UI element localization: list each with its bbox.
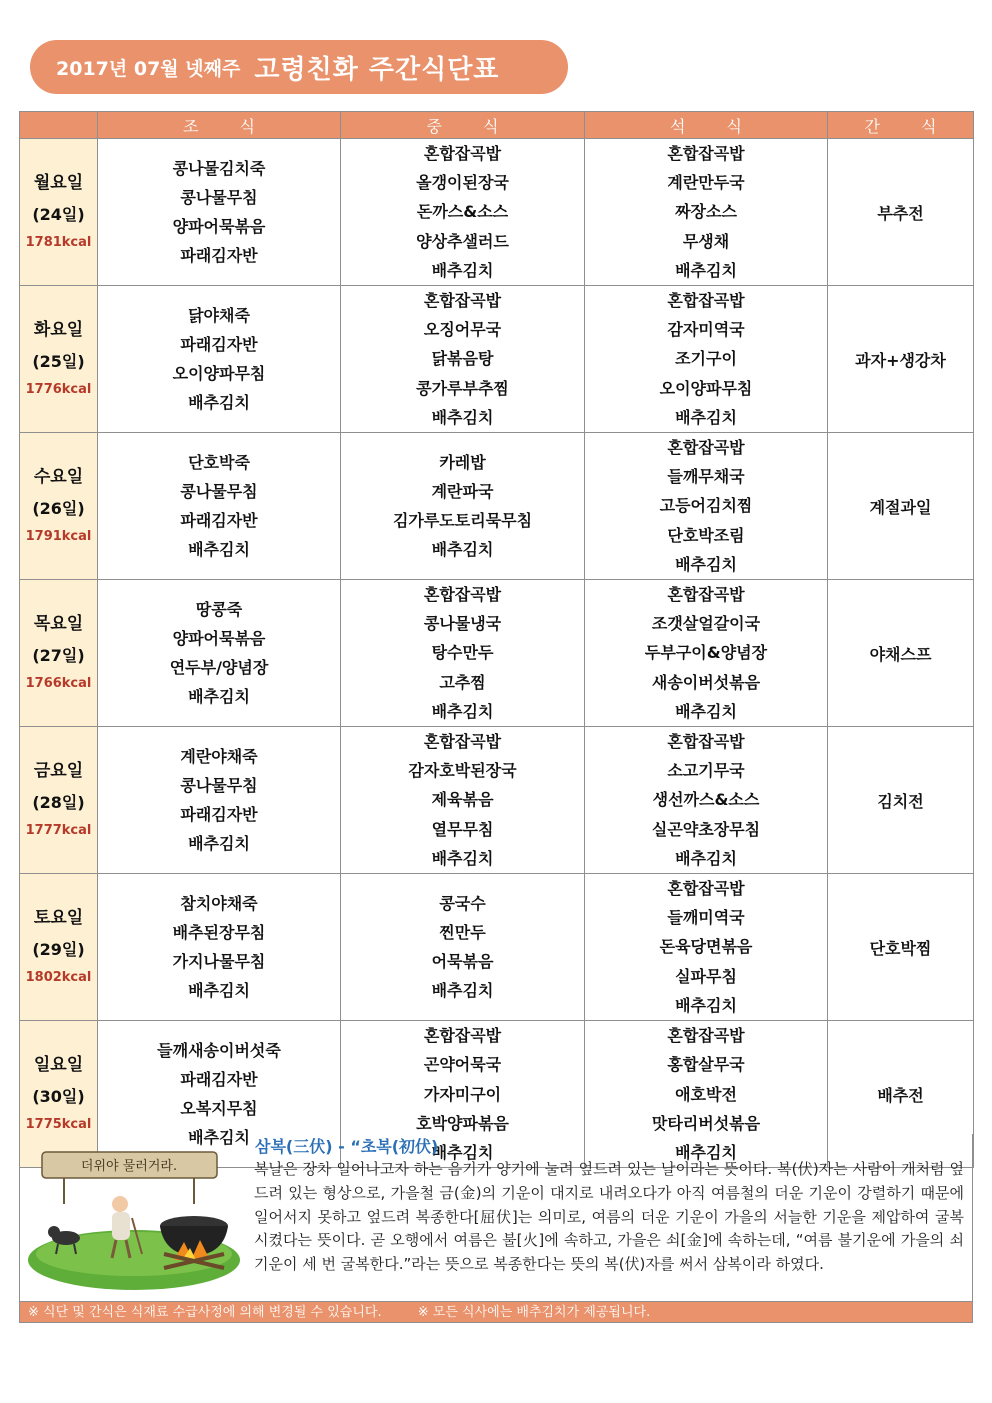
lunch-item: 오징어무국 (423, 320, 502, 340)
lunch-item: 호박양파볶음 (416, 1113, 509, 1133)
breakfast-item: 참치야채죽 (180, 893, 258, 913)
dinner-cell (585, 580, 828, 727)
day-name: 월요일 (33, 173, 84, 193)
day-name: 목요일 (33, 614, 84, 635)
dinner-cell (585, 139, 828, 286)
lunch-item: 김가루도토리묵무침 (392, 511, 533, 531)
breakfast-item: 배추김치 (188, 981, 250, 1001)
snack-item: 계절과일 (869, 497, 932, 517)
day-name: 일요일 (33, 1055, 84, 1076)
breakfast-item: 들깨새송이버섯죽 (157, 1040, 281, 1060)
dinner-item: 혼합잡곡밥 (667, 144, 745, 163)
lunch-cell (341, 580, 585, 727)
breakfast-item: 배추김치 (188, 1128, 250, 1148)
breakfast-item: 콩나물무침 (180, 775, 258, 795)
lunch-item: 고추찜 (439, 672, 486, 692)
breakfast-item: 양파어묵볶음 (172, 217, 266, 236)
snack-item: 배추전 (877, 1085, 924, 1105)
info-section (19, 1134, 973, 1301)
day-cell (20, 727, 98, 874)
breakfast-item: 배추김치 (188, 540, 250, 560)
dinner-item: 오이양파무침 (659, 378, 753, 398)
dinner-item: 실곤약초장무침 (651, 819, 761, 839)
lunch-cell (341, 139, 585, 286)
day-cell (20, 286, 98, 433)
lunch-item: 카레밥 (439, 452, 486, 472)
lunch-item: 콩국수 (439, 893, 486, 913)
day-cell (20, 580, 98, 727)
header-dinner: 석 식 (585, 112, 828, 139)
breakfast-item: 콩나물무침 (180, 187, 258, 207)
dinner-item: 들깨미역국 (667, 908, 745, 928)
day-date: (27일) (32, 646, 85, 666)
day-kcal: 1777kcal (25, 823, 92, 839)
dinner-item: 배추김치 (675, 554, 737, 574)
day-kcal: 1775kcal (25, 1117, 92, 1133)
page-title: 고령친화 주간식단표 (254, 54, 500, 85)
dinner-cell (585, 286, 828, 433)
breakfast-item: 배추김치 (188, 834, 250, 854)
lunch-item: 제육볶음 (431, 790, 494, 810)
breakfast-cell (98, 727, 341, 874)
sign-text: 더위야 물러거라. (80, 1159, 178, 1174)
lunch-item: 혼합잡곡밥 (423, 144, 502, 163)
dinner-item: 혼합잡곡밥 (667, 438, 745, 458)
lunch-item: 배추김치 (431, 981, 494, 1001)
dinner-item: 두부구이&양념장 (644, 643, 768, 663)
day-cell (20, 874, 98, 1021)
breakfast-item: 파래김자반 (180, 511, 258, 531)
title-banner (30, 40, 568, 94)
lunch-cell (341, 874, 585, 1021)
dinner-cell (585, 433, 828, 580)
lunch-cell (341, 286, 585, 433)
lunch-item: 콩나물냉국 (423, 614, 502, 634)
breakfast-item: 가지나물무침 (172, 952, 266, 972)
dinner-item: 배추김치 (675, 407, 737, 427)
day-row (20, 139, 974, 286)
breakfast-item: 배추김치 (188, 687, 250, 707)
footer-note-2: ※ 모든 식사에는 배추김치가 제공됩니다. (417, 1305, 651, 1320)
dinner-item: 혼합잡곡밥 (667, 879, 745, 899)
dinner-item: 조갯살얼갈이국 (651, 614, 761, 634)
dinner-item: 혼합잡곡밥 (667, 291, 745, 311)
lunch-item: 혼합잡곡밥 (423, 291, 502, 311)
lunch-item: 닭볶음탕 (431, 349, 494, 369)
lunch-item: 혼합잡곡밥 (423, 585, 502, 605)
day-name: 토요일 (33, 908, 84, 929)
illustration (24, 1142, 252, 1292)
lunch-item: 혼합잡곡밥 (423, 1026, 502, 1046)
breakfast-item: 배추된장무침 (172, 922, 266, 942)
dinner-item: 조기구이 (675, 349, 737, 369)
breakfast-item: 오복지무침 (180, 1099, 258, 1119)
breakfast-item: 단호박죽 (188, 452, 250, 472)
snack-cell (828, 727, 974, 874)
day-date: (24일) (32, 205, 85, 224)
lunch-item: 배추김치 (431, 407, 494, 427)
breakfast-cell (98, 433, 341, 580)
dinner-item: 배추김치 (675, 701, 737, 721)
dinner-item: 감자미역국 (667, 320, 745, 340)
breakfast-item: 닭야채죽 (188, 305, 250, 325)
day-kcal: 1802kcal (25, 970, 92, 986)
breakfast-cell (98, 139, 341, 286)
dinner-item: 단호박조림 (667, 525, 745, 545)
lunch-item: 배추김치 (431, 701, 494, 721)
breakfast-cell (98, 874, 341, 1021)
lunch-item: 감자호박된장국 (408, 761, 517, 781)
info-title: 삼복(三伏) - “초복(初伏) (255, 1137, 439, 1156)
dinner-item: 생선까스&소스 (652, 790, 760, 810)
info-text: 복날은 장차 일어나고자 하는 음기가 양기에 눌려 엎드려 있는 날이라는 뜻이다. 복(伏)자는 사람이 개처럼 엎드려 있는 형상으로, 가을철 금(金)의 기운이 대지로 내려오다가 아직 여름철의 더운 기운이 강렬하기 때문에 일어서지 못하고 엎드려 복종한다[屈伏]는 의미로, 여름의 더운 기운이 가을의 서늘한 기운을 제압하여 굴복시켰다는 뜻이다. 곧 오행에서 여름은 불[火]에 속하고, 가을은 쇠[金]에 속하는데, “여름 불기운에 가을의 쇠기운이 세 번 굴복한다.”라는 뜻으로 복종한다는 뜻의 복(伏)자를 써서 삼복이라 하였다. (254, 1160, 964, 1274)
dinner-item: 배추김치 (675, 260, 737, 280)
snack-item: 김치전 (877, 791, 924, 811)
day-kcal: 1776kcal (25, 382, 92, 398)
breakfast-cell (98, 580, 341, 727)
day-row (20, 727, 974, 874)
day-name: 금요일 (33, 761, 84, 782)
lunch-item: 올갱이된장국 (416, 173, 509, 193)
dinner-item: 계란만두국 (667, 173, 745, 193)
snack-item: 부추전 (877, 203, 924, 223)
breakfast-cell (98, 286, 341, 433)
snack-cell (828, 139, 974, 286)
breakfast-item: 파래김자반 (180, 246, 258, 266)
dinner-item: 홍합살무국 (667, 1055, 745, 1075)
lunch-item: 돈까스&소스 (416, 202, 509, 222)
dinner-item: 혼합잡곡밥 (667, 585, 745, 605)
breakfast-item: 양파어묵볶음 (172, 628, 266, 648)
dinner-item: 들깨무채국 (667, 467, 745, 487)
lunch-item: 배추김치 (431, 260, 494, 280)
header-corner (20, 112, 98, 139)
dinner-item: 배추김치 (675, 995, 737, 1015)
lunch-item: 어묵볶음 (431, 952, 494, 972)
dinner-item: 맛타리버섯볶음 (651, 1113, 761, 1133)
lunch-item: 배추김치 (431, 540, 494, 560)
day-row (20, 286, 974, 433)
snack-cell (828, 874, 974, 1021)
day-row (20, 580, 974, 727)
dinner-cell (585, 727, 828, 874)
day-row (20, 433, 974, 580)
breakfast-item: 파래김자반 (180, 805, 258, 825)
dinner-item: 혼합잡곡밥 (667, 732, 745, 752)
lunch-item: 가자미구이 (423, 1084, 502, 1104)
lunch-item: 배추김치 (431, 1142, 494, 1162)
lunch-item: 열무무침 (431, 819, 494, 839)
lunch-cell (341, 727, 585, 874)
day-kcal: 1791kcal (25, 529, 92, 545)
dinner-item: 배추김치 (675, 848, 737, 868)
breakfast-item: 땅콩죽 (195, 599, 243, 619)
header-row (20, 112, 974, 139)
dinner-item: 고등어김치찜 (659, 496, 753, 516)
dinner-item: 짜장소스 (675, 202, 737, 222)
lunch-item: 계란파국 (431, 481, 494, 501)
lunch-item: 배추김치 (431, 848, 494, 868)
lunch-item: 곤약어묵국 (423, 1055, 502, 1075)
breakfast-item: 배추김치 (188, 393, 250, 413)
header-breakfast: 조 식 (98, 112, 341, 139)
day-date: (26일) (32, 499, 85, 519)
breakfast-item: 콩나물무침 (180, 481, 258, 501)
day-row (20, 874, 974, 1021)
snack-item: 야채스프 (869, 644, 932, 664)
snack-item: 단호박찜 (869, 938, 932, 958)
header-snack: 간 식 (828, 112, 974, 139)
footer-notes (19, 1301, 973, 1323)
breakfast-item: 오이양파무침 (172, 364, 266, 384)
day-name: 화요일 (33, 320, 84, 341)
dinner-cell (585, 874, 828, 1021)
title-date: 2017년 07월 넷째주 (56, 57, 241, 80)
day-kcal: 1781kcal (25, 235, 92, 250)
day-date: (29일) (32, 940, 85, 960)
dinner-item: 애호박전 (675, 1084, 737, 1104)
day-kcal: 1766kcal (25, 676, 92, 692)
breakfast-item: 파래김자반 (180, 1069, 258, 1089)
snack-cell (828, 433, 974, 580)
day-date: (28일) (32, 793, 85, 813)
lunch-item: 찐만두 (439, 922, 486, 942)
day-cell (20, 139, 98, 286)
day-cell (20, 433, 98, 580)
dinner-item: 배추김치 (675, 1142, 737, 1162)
snack-cell (828, 580, 974, 727)
breakfast-item: 파래김자반 (180, 334, 258, 354)
day-date: (25일) (32, 352, 85, 372)
lunch-item: 탕수만두 (431, 643, 494, 663)
lunch-item: 양상추샐러드 (416, 231, 509, 251)
dinner-item: 실파무침 (675, 966, 737, 986)
dinner-item: 새송이버섯볶음 (651, 672, 761, 692)
dinner-item: 소고기무국 (667, 761, 745, 781)
breakfast-item: 연두부/양념장 (169, 658, 269, 678)
breakfast-item: 계란야채죽 (180, 746, 258, 766)
header-lunch: 중 식 (341, 112, 585, 139)
lunch-item: 콩가루부추찜 (416, 378, 509, 398)
menu-table (19, 111, 974, 1168)
breakfast-item: 콩나물김치죽 (172, 158, 266, 178)
lunch-item: 혼합잡곡밥 (423, 732, 502, 752)
lunch-cell (341, 433, 585, 580)
day-name: 수요일 (33, 467, 84, 488)
dinner-item: 돈육당면볶음 (659, 937, 753, 957)
day-date: (30일) (32, 1087, 85, 1107)
dinner-item: 혼합잡곡밥 (667, 1026, 745, 1046)
snack-item: 과자+생강차 (855, 350, 946, 370)
snack-cell (828, 286, 974, 433)
dinner-item: 무생채 (682, 231, 730, 251)
footer-note-1: ※ 식단 및 간식은 식재료 수급사정에 의해 변경될 수 있습니다. (28, 1305, 382, 1320)
